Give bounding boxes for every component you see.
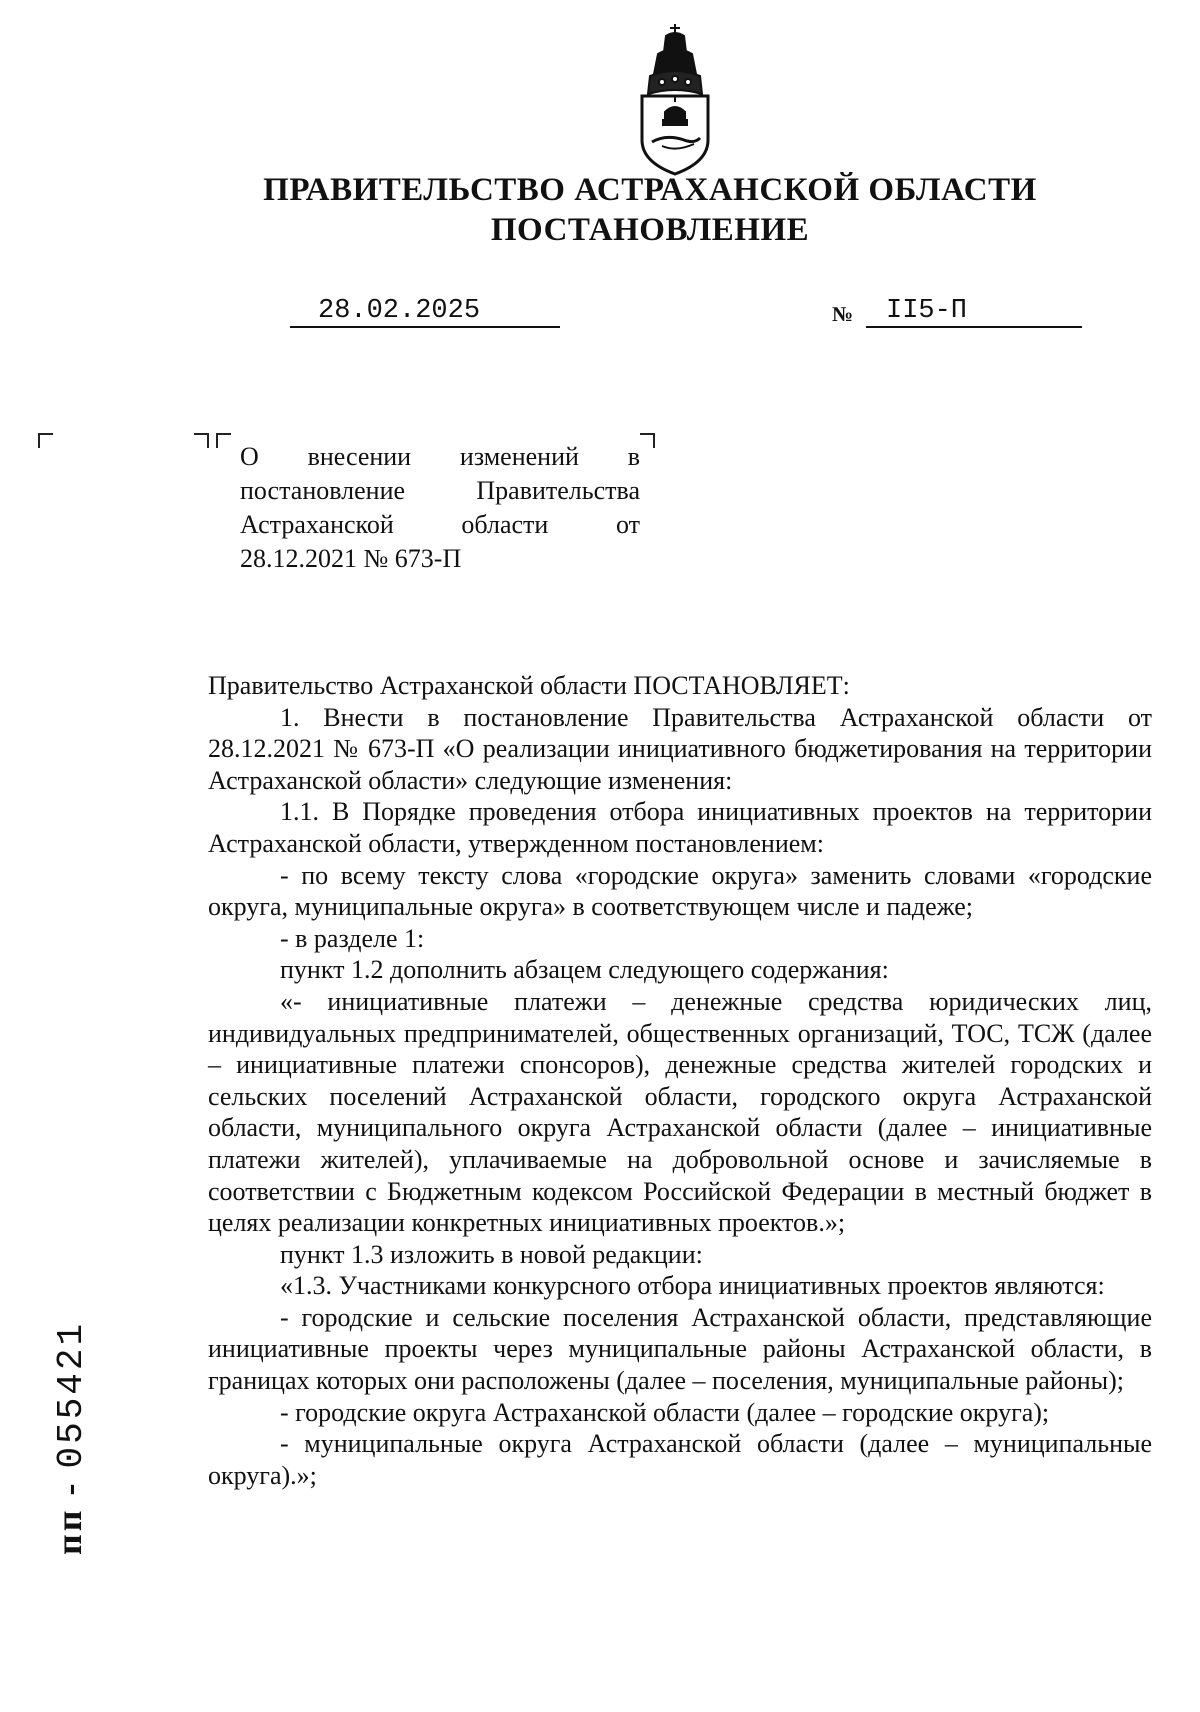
- body-paragraph: 1. Внести в постановление Правительства Астраханской области от 28.12.2021 № 673-П «О реализации инициативного бюджетирования на территории Астраханской области» следующие изменения:: [208, 702, 1152, 795]
- date-field: [290, 296, 560, 328]
- document-type-title: ПОСТАНОВЛЕНИЕ: [490, 212, 810, 248]
- number-sign: №: [832, 302, 854, 326]
- body-paragraph: «- инициативные платежи – денежные средства юридических лиц, индивидуальных предпринимателей, общественных организаций, ТОС, ТСЖ (далее – инициативные платежи спонсоров), денежные средства жителей городских и сельских поселений Астраханской области, городского округа Астраханской области, муниципального округа Астраханской области (далее – инициативные платежи жителей), уплачиваемые на добровольной основе и зачисляемые в соответствии с Бюджетным кодексом Российской Федерации в местный бюджет в целях реализации конкретных инициативных проектов.»;: [208, 986, 1152, 1238]
- government-title: ПРАВИТЕЛЬСТВО АСТРАХАНСКОЙ ОБЛАСТИ: [263, 172, 1037, 208]
- subject-corner-mark: [194, 433, 209, 448]
- body-paragraph: - в разделе 1:: [280, 923, 425, 953]
- body-paragraph: пункт 1.3 изложить в новой редакции:: [280, 1239, 703, 1269]
- document-number: II5-П: [886, 296, 968, 326]
- body-paragraph: - муниципальные округа Астраханской области (далее – муниципальные округа).»;: [208, 1429, 1152, 1490]
- document-body: [208, 670, 1152, 1491]
- coat-of-arms-emblem: [636, 22, 714, 178]
- serial-value: 055421: [51, 1320, 92, 1469]
- serial-prefix: пп -: [49, 1480, 89, 1555]
- margin-corner-mark: [38, 433, 53, 448]
- body-paragraph: - городские и сельские поселения Астраханской области, представляющие инициативные проекты через муниципальные районы Астраханской области, в границах которых они расположены (далее – поселения, муниципальные районы);: [208, 1302, 1152, 1396]
- body-paragraph: «1.3. Участниками конкурсного отбора инициативных проектов являются:: [280, 1271, 1105, 1301]
- body-paragraph: 1.1. В Порядке проведения отбора инициативных проектов на территории Астраханской области, утвержденном постановлением:: [208, 797, 1152, 858]
- subject-corner-mark: [640, 433, 655, 448]
- subject-corner-mark: [216, 433, 231, 448]
- document-subject: О внесении изменений в постановление Правительства Астраханской области от 28.12.2021 № 673-П: [240, 442, 640, 573]
- body-paragraph: пункт 1.2 дополнить абзацем следующего содержания:: [280, 955, 889, 985]
- document-date: 28.02.2025: [318, 296, 481, 326]
- body-paragraph: - городские округа Астраханской области (далее – городские округа);: [280, 1397, 1050, 1427]
- number-field: [866, 296, 1082, 328]
- resolution-intro: Правительство Астраханской области ПОСТАНОВЛЯЕТ:: [208, 671, 850, 700]
- body-paragraph: - по всему тексту слова «городские округа» заменить словами «городские округа, муниципальные округа» в соответствующем числе и падеже;: [208, 860, 1152, 922]
